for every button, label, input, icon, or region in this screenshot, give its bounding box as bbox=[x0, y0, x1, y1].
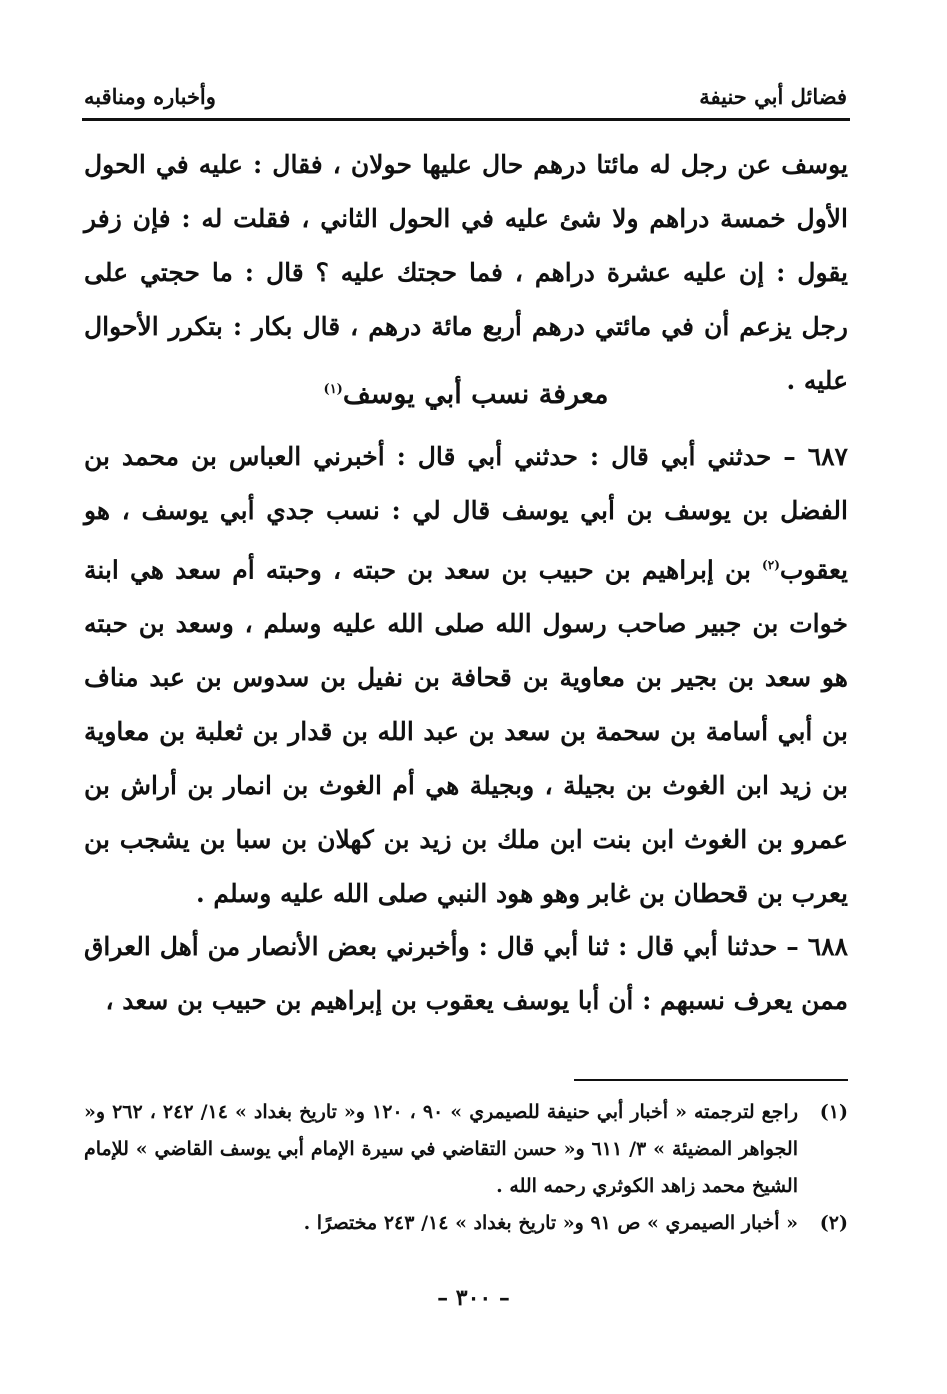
paragraph-687-part2: بن إبراهيم بن حبيب بن سعد بن حبته ، وحبته أم سعد هي ابنة خوات بن جبير صاحب رسول الله صلى الله عليه وسلم ، وسعد بن حبته هو سعد بن بجير بن معاوية بن قحافة بن نفيل بن سدوس بن عبد مناف بن أبي أسامة بن سحمة بن سعد بن عبد الله بن قدار بن ثعلبة بن معاوية بن زيد ابن الغوث بن بجيلة ، وبجيلة هي أم الغوث بن انمار بن أراش بن عمرو بن الغوث ابن بنت ابن ملك بن زيد بن كهلان بن سبا بن يشجب بن يعرب بن قحطان بن غابر وهو هود النبي صلى الله عليه وسلم . bbox=[84, 555, 848, 909]
footnote-item bbox=[84, 1205, 848, 1242]
footnote-number: (٢) bbox=[819, 1212, 848, 1234]
paragraph-687-part1: ٦٨٧ – حدثني أبي قال : حدثني أبي قال : أخبرني العباس بن محمد بن الفضل بن يوسف بن أبي يوسف قال لي : نسب جدي أبي يوسف ، هو يعقوب bbox=[84, 442, 848, 585]
section-heading-text: معرفة نسب أبي يوسف bbox=[342, 379, 609, 410]
header-divider bbox=[82, 118, 850, 121]
paragraph-1: يوسف عن رجل له مائتا درهم حال عليها حولان ، فقال : عليه في الحول الأول خمسة دراهم ولا شئ عليه في الحول الثاني ، فقلت له : فإن زفر يقول : إن عليه عشرة دراهم ، فما حجتك عليه ؟ قال : ما حجتي على رجل يزعم أن في مائتي درهم أربع مائة درهم ، قال بكار : بتكرر الأحوال عليه . bbox=[84, 150, 848, 395]
section-heading bbox=[84, 365, 848, 420]
footnote-text: راجع لترجمته « أخبار أبي حنيفة للصيمري » ٩٠ ، ١٢٠ و« تاريخ بغداد » ١٤/ ٢٤٢ ، ٢٦٢ و« الجواهر المضيئة » ٣/ ٦١١ و« حسن التقاضي في سيرة الإمام أبي يوسف القاضي » للإمام الشيخ محمد زاهد الكوثري رحمه الله . bbox=[84, 1101, 798, 1197]
running-header bbox=[84, 82, 847, 112]
footnote-item bbox=[84, 1094, 848, 1205]
paragraph-687 bbox=[84, 430, 848, 921]
paragraph-688: ٦٨٨ – حدثنا أبي قال : ثنا أبي قال : وأخبرني بعض الأنصار من أهل العراق ممن يعرف نسبهم : أن أبا يوسف يعقوب بن إبراهيم بن حبيب بن سعد ، bbox=[84, 932, 848, 1015]
header-title-right: فضائل أبي حنيفة bbox=[699, 84, 847, 109]
footnote-text: « أخبار الصيمري » ص ٩١ و« تاريخ بغداد » ١٤/ ٢٤٣ مختصرًا . bbox=[303, 1212, 798, 1234]
footnotes bbox=[84, 1094, 848, 1242]
page-number: – ٣٠٠ – bbox=[437, 1285, 510, 1311]
footnote-number: (١) bbox=[819, 1101, 848, 1123]
header-title-left: وأخباره ومناقبه bbox=[84, 84, 216, 109]
footnote-ref-2: (٢) bbox=[762, 558, 780, 572]
footnote-ref-1: (١) bbox=[323, 382, 343, 397]
footnote-divider bbox=[574, 1079, 848, 1081]
